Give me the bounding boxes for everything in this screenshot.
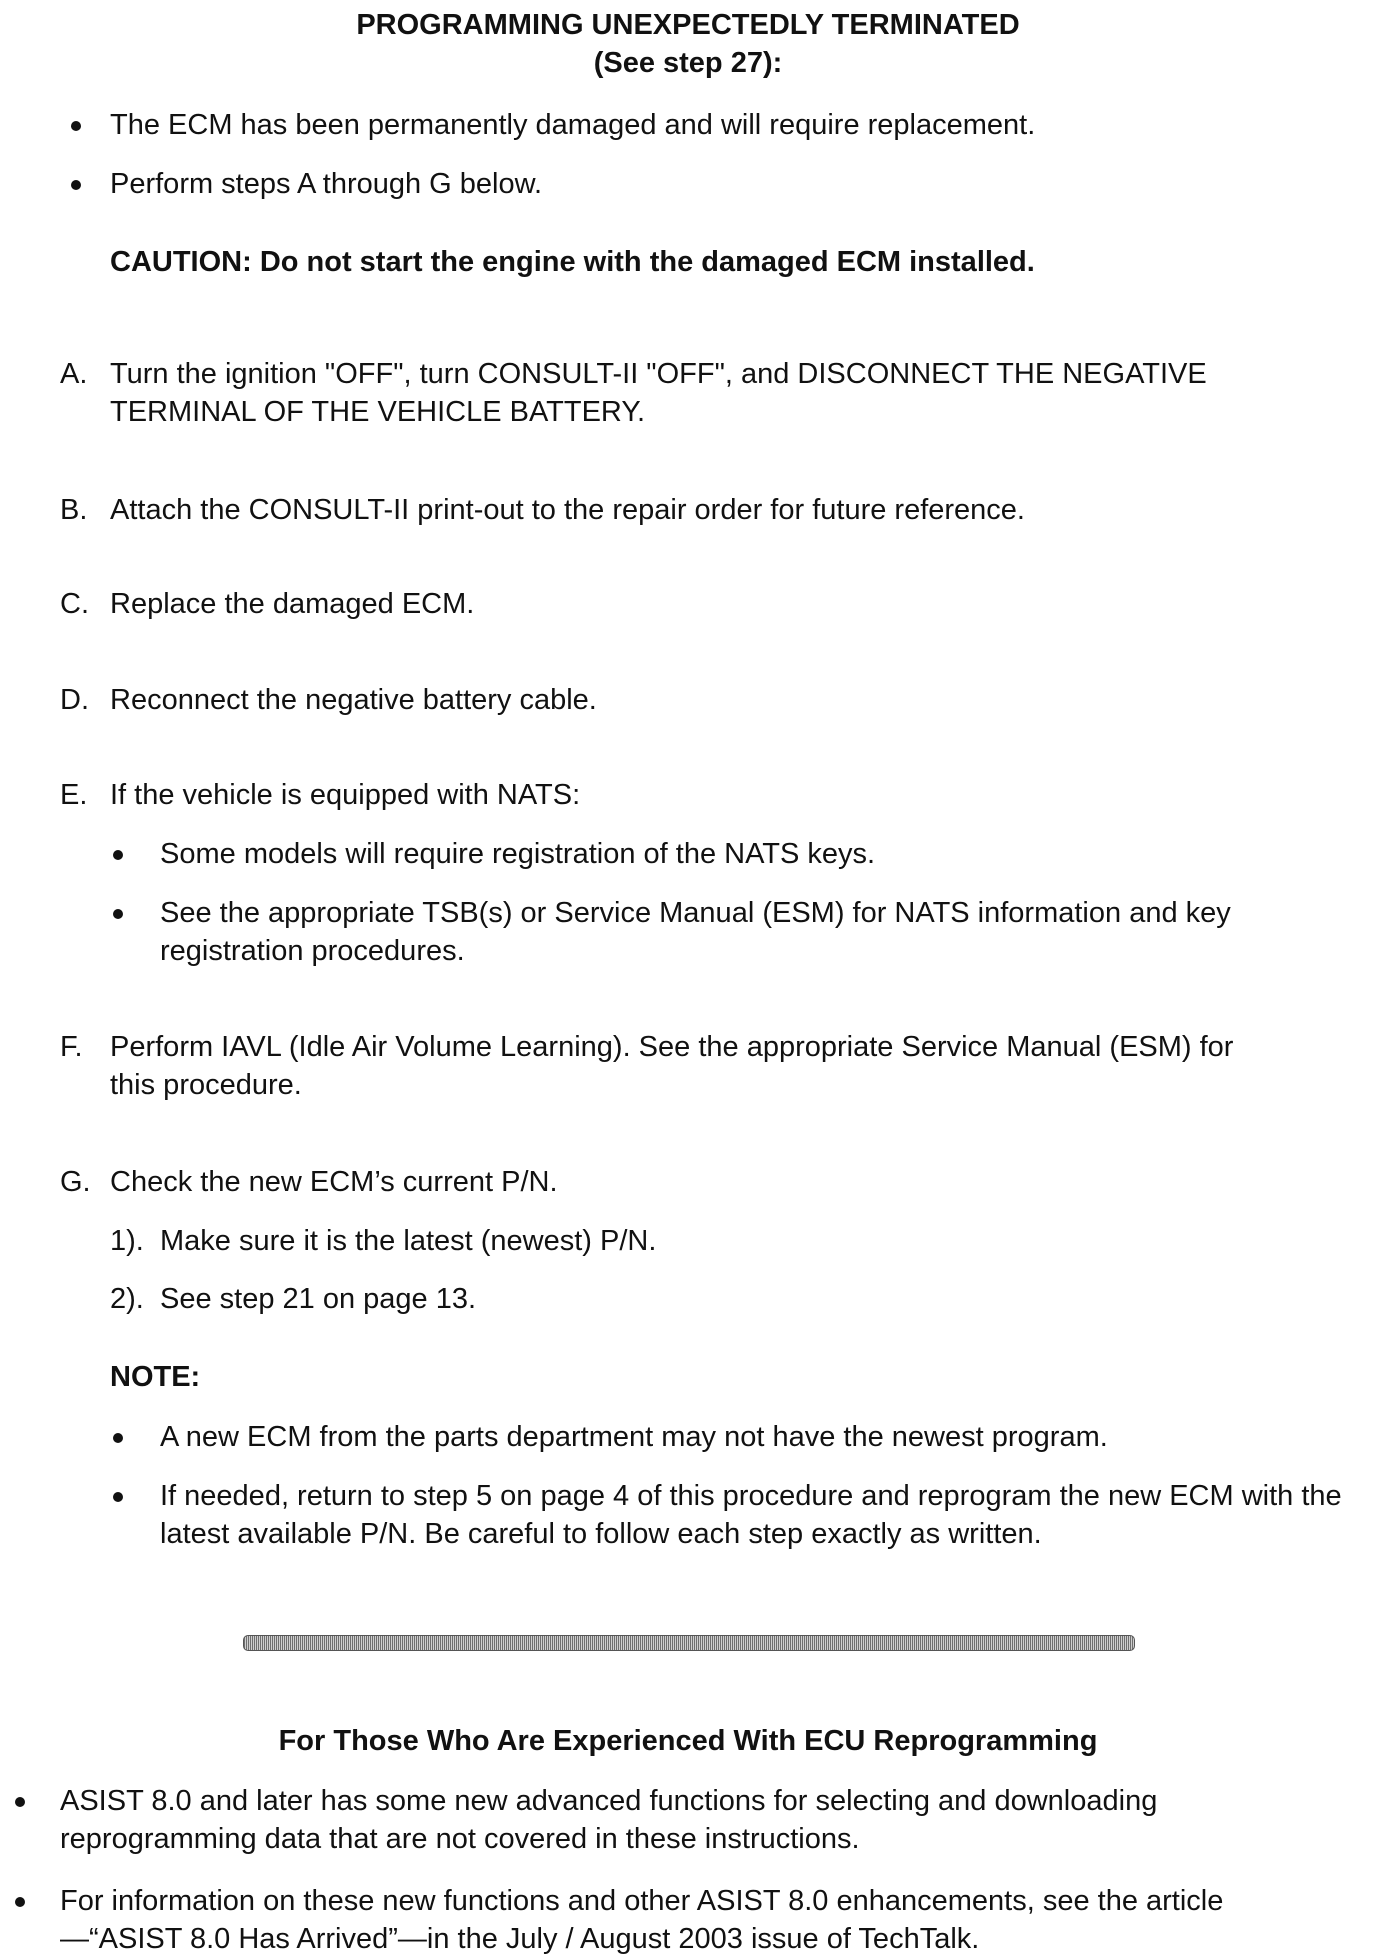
note-bullet: A new ECM from the parts department may not have the newest program. xyxy=(160,1421,1108,1453)
note-label: NOTE: xyxy=(110,1361,201,1393)
experienced-bullet: For information on these new functions and other ASIST 8.0 enhancements, see the article—“ASIST 8.0 Has Arrived”—in the July / August 2003 issue of TechTalk. xyxy=(60,1885,1224,1955)
note-bullet: If needed, return to step 5 on page 4 of this procedure and reprogram the new ECM with the latest available P/N. Be careful to follow each step exactly as written. xyxy=(160,1480,1342,1550)
step-c-text: Replace the damaged ECM. xyxy=(110,588,475,620)
substep-text: Make sure it is the latest (newest) P/N. xyxy=(160,1225,657,1257)
step-marker: F. xyxy=(60,1031,83,1063)
step-marker: B. xyxy=(60,494,88,526)
bullet-icon xyxy=(15,1797,25,1807)
step-marker: C. xyxy=(60,588,89,620)
substep-text: See step 21 on page 13. xyxy=(160,1283,477,1315)
step-marker: G. xyxy=(60,1166,91,1198)
experienced-bullet: ASIST 8.0 and later has some new advanced functions for selecting and downloading reprogramming data that are not covered in these instructions. xyxy=(60,1785,1158,1855)
bullet-icon xyxy=(113,1433,123,1443)
nats-bullet: Some models will require registration of the NATS keys. xyxy=(160,838,876,870)
intro-bullet: Perform steps A through G below. xyxy=(110,168,543,200)
step-marker: A. xyxy=(60,358,88,390)
step-d-text: Reconnect the negative battery cable. xyxy=(110,684,597,716)
substep-marker: 2). xyxy=(110,1283,144,1315)
bullet-icon xyxy=(15,1897,25,1907)
bullet-icon xyxy=(113,1492,123,1502)
bullet-icon xyxy=(71,180,81,190)
section-title-line1: PROGRAMMING UNEXPECTEDLY TERMINATED xyxy=(356,9,1020,41)
bullet-icon xyxy=(71,121,81,131)
section2-title: For Those Who Are Experienced With ECU Reprogramming xyxy=(278,1725,1098,1757)
bullet-icon xyxy=(113,850,123,860)
step-e-text: If the vehicle is equipped with NATS: xyxy=(110,779,581,811)
nats-bullet: See the appropriate TSB(s) or Service Manual (ESM) for NATS information and key registration procedures. xyxy=(160,897,1231,967)
bullet-icon xyxy=(113,909,123,919)
caution-text: CAUTION: Do not start the engine with the damaged ECM installed. xyxy=(110,246,1035,278)
step-b-text: Attach the CONSULT-II print-out to the repair order for future reference. xyxy=(110,494,1025,526)
step-g-text: Check the new ECM’s current P/N. xyxy=(110,1166,558,1198)
step-marker: E. xyxy=(60,779,88,811)
step-f-text: Perform IAVL (Idle Air Volume Learning). See the appropriate Service Manual (ESM) for this procedure. xyxy=(110,1031,1234,1101)
substep-marker: 1). xyxy=(110,1225,144,1257)
intro-bullet: The ECM has been permanently damaged and will require replacement. xyxy=(110,109,1036,141)
step-a-text: Turn the ignition "OFF", turn CONSULT-II "OFF", and DISCONNECT THE NEGATIVE TERMINAL OF THE VEHICLE BATTERY. xyxy=(110,358,1207,428)
section-title-line2: (See step 27): xyxy=(593,47,783,79)
step-marker: D. xyxy=(60,684,89,716)
section-divider xyxy=(243,1635,1135,1651)
